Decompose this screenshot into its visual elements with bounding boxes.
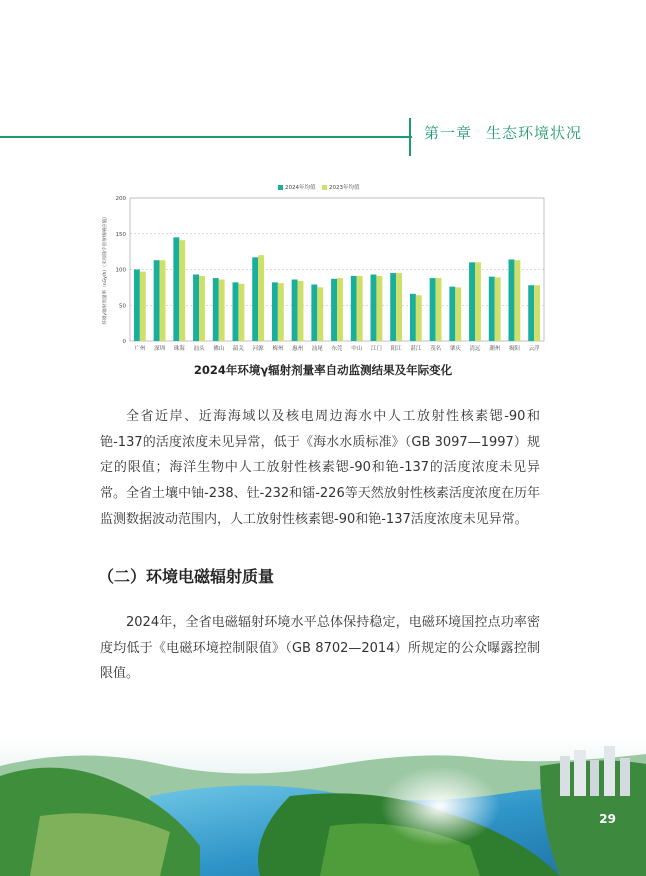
bar-2024	[528, 285, 534, 341]
paragraph-soil: 全省土壤中铀-238、钍-232和镭-226等天然放射性核素活度浓度在历年监测数据波动范围内，人工放射性核素锶-90和铯-137活度浓度未见异常。	[100, 486, 540, 527]
bar-2024	[311, 285, 317, 341]
bar-2024	[272, 282, 278, 341]
y-axis-label: 环境γ辐射剂量率（nGy/h）（未扣除宇宙射线响应值）	[103, 214, 108, 325]
bar-2023	[436, 278, 442, 341]
bar-2023	[219, 280, 225, 341]
x-tick-label: 江门	[370, 346, 382, 352]
bar-2023	[416, 295, 422, 341]
bar-2024	[252, 257, 258, 341]
bar-2023	[258, 255, 264, 341]
paragraph-electromagnetic: 2024年，全省电磁辐射环境水平总体保持稳定，电磁环境国控点功率密度均低于《电磁环境控制限值》（GB 8702—2014）所规定的公众曝露控制限值。	[100, 615, 540, 681]
bar-2024	[509, 259, 515, 341]
bar-2024	[469, 262, 475, 341]
legend-swatch	[322, 185, 327, 190]
bar-2023	[495, 277, 501, 341]
x-tick-label: 惠州	[292, 346, 304, 352]
bar-2023	[455, 287, 461, 341]
bar-2023	[534, 285, 540, 341]
y-tick-label: 100	[115, 267, 126, 274]
x-tick-label: 茂名	[430, 346, 442, 352]
chart-svg	[92, 180, 552, 355]
x-tick-label: 潮州	[489, 346, 501, 352]
bar-2023	[396, 273, 402, 341]
x-tick-label: 佛山	[213, 346, 225, 352]
bar-2023	[140, 272, 146, 341]
bar-2024	[371, 275, 377, 341]
bar-2023	[179, 240, 185, 341]
page-number: 29	[599, 812, 616, 826]
header-rule	[0, 136, 412, 138]
bar-2023	[376, 276, 382, 341]
y-tick-label: 150	[115, 231, 126, 238]
bar-2023	[160, 260, 166, 341]
x-tick-label: 梅州	[272, 346, 284, 352]
bar-2024	[193, 275, 199, 341]
bar-2024	[213, 278, 219, 341]
x-tick-label: 东莞	[331, 346, 343, 352]
legend-label: 2023年均值	[329, 185, 360, 191]
y-tick-label: 50	[119, 303, 126, 310]
landscape-image	[0, 736, 646, 876]
bar-2024	[154, 260, 160, 341]
x-tick-label: 阳江	[390, 346, 402, 352]
bar-2024	[173, 237, 179, 341]
bar-2024	[489, 277, 495, 341]
x-tick-label: 云浮	[528, 346, 540, 352]
radiation-chart	[92, 180, 552, 355]
bar-2024	[351, 276, 357, 341]
paragraph-seawater: 全省近岸、近海海域以及核电周边海水中人工放射性核素锶-90和铯-137的活度浓度未见异常，低于《海水水质标准》（GB 3097—1997）规定的限值；海洋生物中人工放射性核素锶-90和铯-137的活度浓度未见异常。	[100, 409, 540, 501]
header-divider	[409, 118, 411, 156]
bar-2023	[317, 287, 323, 341]
x-tick-label: 汕头	[193, 346, 205, 352]
bar-2024	[449, 287, 455, 341]
x-tick-label: 湛江	[410, 346, 422, 352]
bar-2023	[337, 278, 343, 341]
bar-2023	[278, 283, 284, 341]
bar-2023	[238, 284, 244, 341]
bar-2023	[475, 262, 481, 341]
chart-caption: 2024年环境γ辐射剂量率自动监测结果及年际变化	[193, 363, 453, 377]
chapter-title: 生态环境状况	[486, 124, 583, 142]
bar-2023	[357, 276, 363, 341]
bar-2024	[331, 279, 337, 341]
bar-2024	[410, 294, 416, 341]
y-tick-label: 200	[115, 196, 126, 202]
x-tick-label: 揭阳	[508, 346, 520, 352]
bar-2023	[199, 276, 205, 341]
x-tick-label: 广州	[134, 346, 146, 352]
x-tick-label: 肇庆	[449, 346, 461, 352]
x-tick-label: 韶关	[232, 346, 244, 352]
chapter-number: 第一章	[424, 124, 473, 142]
bar-2024	[292, 280, 298, 341]
section-title: （二）环境电磁辐射质量	[98, 567, 275, 586]
x-tick-label: 河源	[252, 346, 264, 352]
bar-2024	[134, 270, 140, 342]
legend-swatch	[278, 185, 283, 190]
x-tick-label: 清远	[469, 346, 481, 352]
x-tick-label: 汕尾	[311, 346, 323, 352]
x-tick-label: 珠海	[173, 346, 185, 352]
x-tick-label: 中山	[351, 346, 363, 352]
landscape-banner	[0, 736, 646, 876]
bar-2024	[390, 273, 396, 341]
x-tick-label: 深圳	[154, 346, 166, 352]
legend-label: 2024年均值	[285, 185, 316, 191]
bar-2023	[298, 281, 304, 341]
y-tick-label: 0	[122, 339, 126, 345]
chapter-heading	[424, 122, 582, 143]
bar-2024	[233, 282, 239, 341]
bar-2024	[430, 278, 436, 341]
bar-2023	[514, 260, 520, 341]
